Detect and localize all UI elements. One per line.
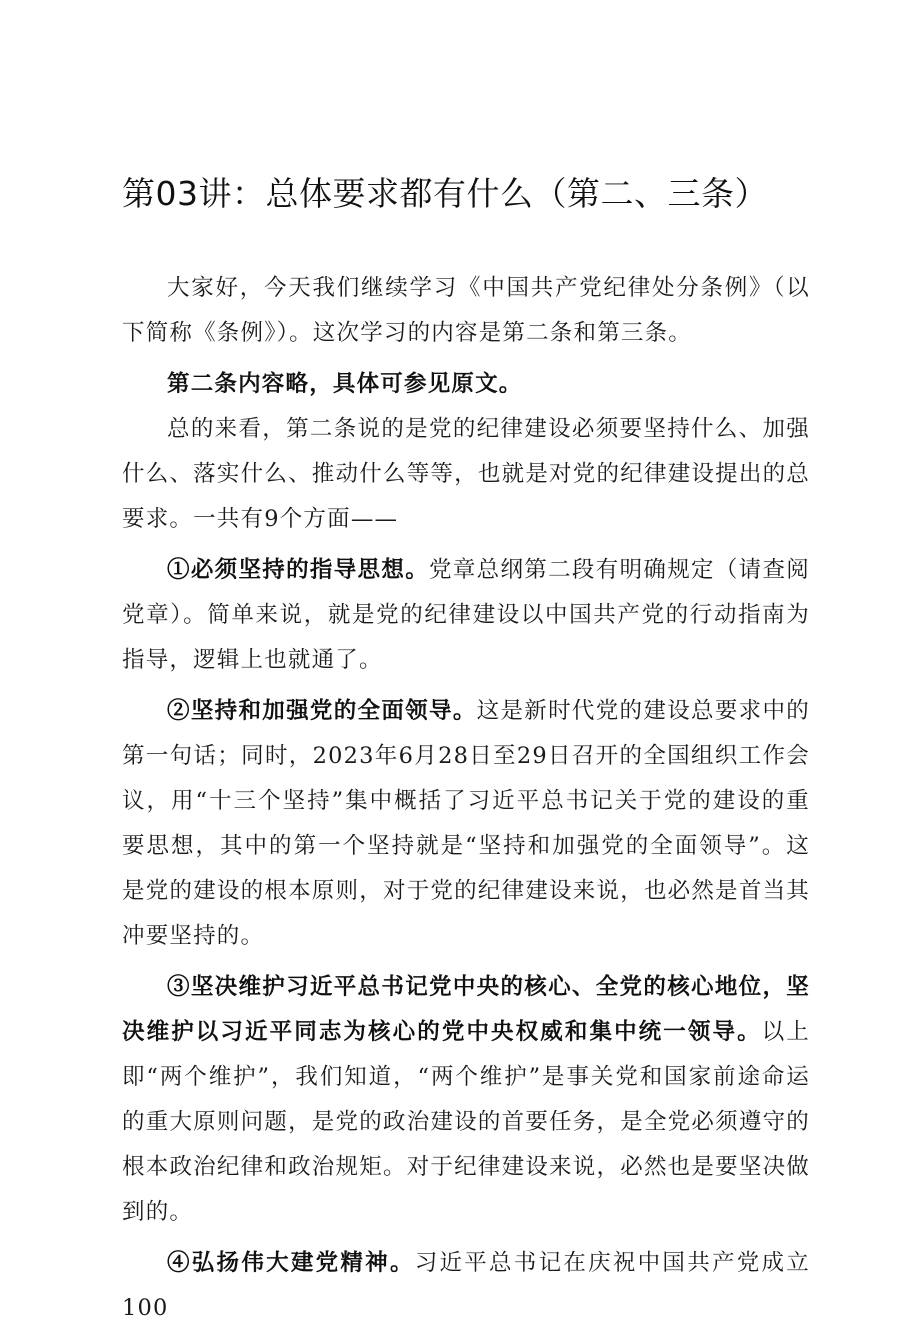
item-4-text: 习近平总书记在庆祝中国共产党成立100	[122, 1250, 810, 1321]
item-1-paragraph	[122, 548, 810, 683]
item-2-text: 这是新时代党的建设总要求中的第一句话；同时，2023年6月28日至29日召开的全国组织工作会议，用“十三个坚持”集中概括了习近平总书记关于党的建设的重要思想，其中的第一个坚持就是“坚持和加强党的全面领导”。这是党的建设的根本原则，对于党的纪律建设来说，也必然是首当其冲要坚持的。	[122, 698, 810, 949]
intro-paragraph: 大家好，今天我们继续学习《中国共产党纪律处分条例》（以下简称《条例》）。这次学习的内容是第二条和第三条。	[122, 275, 810, 346]
document-title: 第03讲：总体要求都有什么（第二、三条）	[122, 174, 768, 213]
article2-note: 第二条内容略，具体可参见原文。	[167, 371, 523, 397]
item-4-paragraph	[122, 1241, 810, 1331]
item-3-heading: ③坚决维护习近平总书记党中央的核心、全党的核心地位，坚决维护以习近平同志为核心的党中央权威和集中统一领导。	[122, 974, 810, 1045]
item-3-paragraph	[122, 965, 810, 1235]
item-2-heading: ②坚持和加强党的全面领导。	[167, 698, 477, 724]
overview-paragraph: 总的来看，第二条说的是党的纪律建设必须要坚持什么、加强什么、落实什么、推动什么等等，也就是对党的纪律建设提出的总要求。一共有9个方面——	[122, 416, 810, 532]
item-1-heading: ①必须坚持的指导思想。	[167, 557, 430, 583]
item-2-paragraph	[122, 689, 810, 959]
item-3-text: 以上即“两个维护”，我们知道，“两个维护”是事关党和国家前途命运的重大原则问题，是党的政治建设的首要任务，是全党必须遵守的根本政治纪律和政治规矩。对于纪律建设来说，必然也是要坚决做到的。	[122, 1019, 811, 1225]
item-4-heading: ④弘扬伟大建党精神。	[167, 1250, 415, 1276]
item-1-text: 党章总纲第二段有明确规定（请查阅党章）。简单来说，就是党的纪律建设以中国共产党的行动指南为指导，逻辑上也就通了。	[122, 557, 811, 673]
document-body	[122, 266, 810, 1331]
